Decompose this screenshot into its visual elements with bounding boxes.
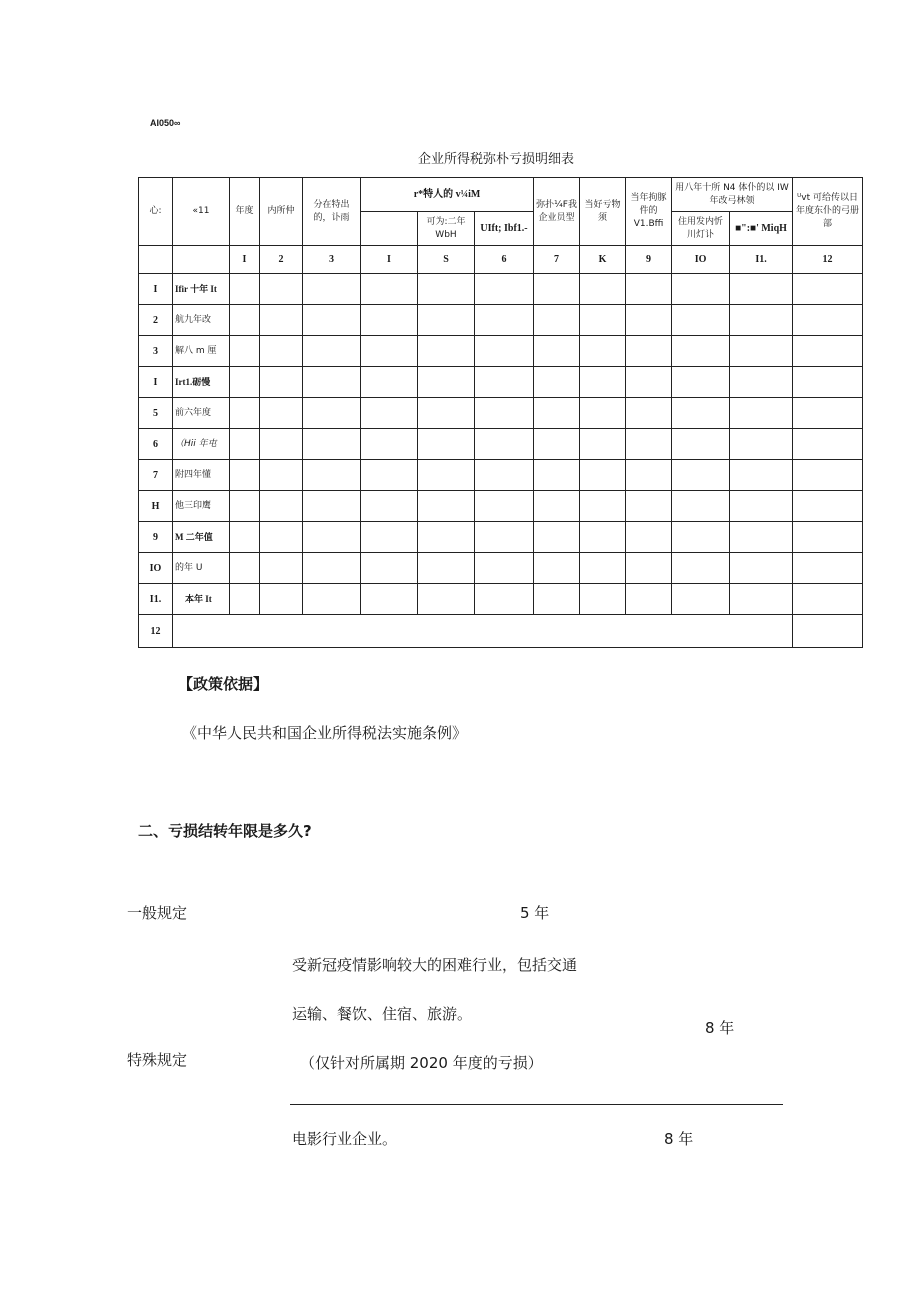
cell [260, 553, 303, 584]
cell [626, 584, 672, 615]
table-row [139, 274, 863, 305]
row-number: I1. [139, 584, 173, 615]
row-label: 的年 U [173, 553, 230, 584]
header-cell: 心: [139, 178, 173, 246]
table-row [139, 336, 863, 367]
cell [418, 429, 475, 460]
cell [793, 398, 863, 429]
row-number: 2 [139, 305, 173, 336]
cell [626, 553, 672, 584]
cell [730, 274, 793, 305]
cell [626, 522, 672, 553]
cell [534, 522, 580, 553]
table-row [139, 491, 863, 522]
row-number: 3 [139, 336, 173, 367]
cell [672, 336, 730, 367]
cell [303, 491, 361, 522]
header-subcell: 住用发内忻川灯讣 [672, 212, 730, 246]
film-industry-years: 8 年 [664, 1130, 694, 1148]
row-label: 本年 It [173, 584, 230, 615]
merged-cell [173, 615, 793, 648]
cell [580, 460, 626, 491]
special-rule-line-2: 运输、餐饮、住宿、旅游。 [292, 1005, 473, 1023]
header-subcell: 可为:二年 WbH [418, 212, 475, 246]
cell [730, 367, 793, 398]
row-number: 5 [139, 398, 173, 429]
cell [260, 274, 303, 305]
cell [730, 429, 793, 460]
header-cell: 当年拘豚件的 V1.Bffi [626, 178, 672, 246]
cell [260, 336, 303, 367]
cell [230, 584, 260, 615]
cell [418, 336, 475, 367]
cell [303, 522, 361, 553]
header-cell: 内所仲 [260, 178, 303, 246]
cell [580, 429, 626, 460]
cell [580, 553, 626, 584]
divider-line [290, 1104, 783, 1105]
cell [672, 398, 730, 429]
cell [475, 398, 534, 429]
header-cell: 年度 [230, 178, 260, 246]
section-heading: 二、亏损结转年限是多久? [138, 822, 312, 840]
cell [626, 429, 672, 460]
cell [230, 305, 260, 336]
cell [303, 398, 361, 429]
cell [672, 305, 730, 336]
column-number-cell: I [230, 246, 260, 274]
cell [260, 460, 303, 491]
header-group-cell: 用八年十所 N4 体仆的以 IW 年改弓林领 [672, 178, 793, 212]
column-number-cell: 9 [626, 246, 672, 274]
cell [580, 398, 626, 429]
special-rule-note: （仅针对所属期 2020 年度的亏损） [300, 1054, 543, 1072]
row-label: Ifir 十年 It [173, 274, 230, 305]
header-subcell: UIft; Ibf1.- [475, 212, 534, 246]
cell [230, 491, 260, 522]
cell [730, 398, 793, 429]
cell [361, 584, 418, 615]
cell [730, 553, 793, 584]
column-number-cell: 12 [793, 246, 863, 274]
cell [418, 522, 475, 553]
cell [534, 336, 580, 367]
cell [672, 522, 730, 553]
cell [418, 584, 475, 615]
film-industry-text: 电影行业企业。 [292, 1130, 398, 1148]
cell [626, 336, 672, 367]
cell [580, 491, 626, 522]
column-number-row [139, 246, 863, 274]
cell [361, 460, 418, 491]
column-number-cell: S [418, 246, 475, 274]
cell [672, 584, 730, 615]
cell [580, 305, 626, 336]
cell [475, 522, 534, 553]
row-label: （Hii 年屯 [173, 429, 230, 460]
table-row [139, 398, 863, 429]
cell [260, 367, 303, 398]
cell [303, 460, 361, 491]
row-label: Irt1.砺慢 [173, 367, 230, 398]
cell [534, 305, 580, 336]
cell [361, 305, 418, 336]
row-label: 附四年懂 [173, 460, 230, 491]
cell [475, 429, 534, 460]
table-row [139, 615, 863, 648]
cell [230, 429, 260, 460]
row-number: H [139, 491, 173, 522]
row-label: 航九年改 [173, 305, 230, 336]
cell [230, 274, 260, 305]
cell [418, 553, 475, 584]
cell [260, 522, 303, 553]
cell [626, 274, 672, 305]
cell [260, 398, 303, 429]
table-row [139, 584, 863, 615]
row-number: I [139, 274, 173, 305]
special-rule-years: 8 年 [705, 1019, 735, 1037]
row-number: 9 [139, 522, 173, 553]
cell [418, 491, 475, 522]
cell [361, 553, 418, 584]
cell [580, 336, 626, 367]
cell [672, 460, 730, 491]
cell [730, 491, 793, 522]
cell [793, 491, 863, 522]
table-row [139, 460, 863, 491]
row-number: 6 [139, 429, 173, 460]
cell [793, 336, 863, 367]
cell [475, 491, 534, 522]
cell [361, 367, 418, 398]
column-number-cell: 7 [534, 246, 580, 274]
cell [672, 491, 730, 522]
cell [730, 336, 793, 367]
cell [361, 336, 418, 367]
cell [230, 553, 260, 584]
header-row-1 [139, 178, 863, 212]
row-number: 12 [139, 615, 173, 648]
column-number-cell: IO [672, 246, 730, 274]
cell [418, 367, 475, 398]
policy-heading: 【政策依据】 [178, 675, 269, 693]
cell [730, 522, 793, 553]
general-rule-years: 5 年 [520, 904, 550, 922]
cell [303, 274, 361, 305]
column-number-cell: 2 [260, 246, 303, 274]
cell [534, 584, 580, 615]
column-number-cell: I [361, 246, 418, 274]
table-row [139, 429, 863, 460]
cell [626, 367, 672, 398]
cell [793, 460, 863, 491]
cell [475, 336, 534, 367]
table-row [139, 367, 863, 398]
cell [626, 305, 672, 336]
cell [361, 522, 418, 553]
cell [475, 584, 534, 615]
cell [303, 336, 361, 367]
cell [361, 274, 418, 305]
header-cell: «11 [173, 178, 230, 246]
row-label: 他三印鹰 [173, 491, 230, 522]
cell [534, 274, 580, 305]
row-label: 前六年度 [173, 398, 230, 429]
header-cell: 分在特出的，讣雨 [303, 178, 361, 246]
header-cell: 弥扑¼F我企业员型 [534, 178, 580, 246]
cell [793, 584, 863, 615]
cell [793, 274, 863, 305]
row-number: IO [139, 553, 173, 584]
cell [626, 460, 672, 491]
cell [793, 429, 863, 460]
cell [303, 429, 361, 460]
column-number-cell-empty [173, 246, 230, 274]
document-code: AI050∞ [150, 118, 181, 128]
row-number: I [139, 367, 173, 398]
cell [534, 491, 580, 522]
cell [418, 460, 475, 491]
cell [672, 274, 730, 305]
table-row [139, 305, 863, 336]
policy-law: 《中华人民共和国企业所得税法实施条例》 [182, 724, 468, 742]
header-subcell: ■":■' MiqH [730, 212, 793, 246]
cell [730, 460, 793, 491]
cell [260, 491, 303, 522]
cell [534, 398, 580, 429]
row-number: 7 [139, 460, 173, 491]
cell [793, 367, 863, 398]
cell [361, 398, 418, 429]
column-number-cell: I1. [730, 246, 793, 274]
cell [626, 398, 672, 429]
cell [303, 305, 361, 336]
row-label: 解八 m 厘 [173, 336, 230, 367]
cell [793, 522, 863, 553]
cell [475, 460, 534, 491]
table-row [139, 522, 863, 553]
cell [230, 460, 260, 491]
row-label: M 二年值 [173, 522, 230, 553]
cell [361, 491, 418, 522]
cell [580, 584, 626, 615]
column-number-cell-empty [139, 246, 173, 274]
column-number-cell: 3 [303, 246, 361, 274]
header-cell-empty [361, 212, 418, 246]
cell [260, 305, 303, 336]
cell [260, 584, 303, 615]
cell [672, 553, 730, 584]
cell [672, 367, 730, 398]
cell [230, 367, 260, 398]
header-cell: ᵁvt 可给传以日年度东仆的弓册部 [793, 178, 863, 246]
cell [730, 584, 793, 615]
special-rule-line-1: 受新冠疫情影响较大的困难行业，包括交通 [292, 956, 578, 974]
header-cell: 当好亏物须 [580, 178, 626, 246]
cell [534, 460, 580, 491]
cell [793, 615, 863, 648]
cell [260, 429, 303, 460]
loss-detail-table [138, 177, 863, 648]
cell [361, 429, 418, 460]
cell [475, 367, 534, 398]
cell [303, 553, 361, 584]
cell [418, 274, 475, 305]
cell [230, 398, 260, 429]
general-rule-label: 一般规定 [127, 904, 188, 922]
cell [580, 522, 626, 553]
cell [418, 398, 475, 429]
cell [475, 553, 534, 584]
cell [626, 491, 672, 522]
cell [534, 367, 580, 398]
cell [418, 305, 475, 336]
column-number-cell: 6 [475, 246, 534, 274]
cell [475, 274, 534, 305]
cell [793, 553, 863, 584]
cell [475, 305, 534, 336]
cell [793, 305, 863, 336]
cell [580, 274, 626, 305]
cell [730, 305, 793, 336]
cell [303, 367, 361, 398]
column-number-cell: K [580, 246, 626, 274]
cell [534, 429, 580, 460]
cell [672, 429, 730, 460]
cell [230, 336, 260, 367]
cell [303, 584, 361, 615]
table-title: 企业所得税弥朴亏损明细表 [418, 152, 575, 167]
header-group-cell: r*特人的 v¼iM [361, 178, 534, 212]
special-rule-label: 特殊规定 [127, 1051, 188, 1069]
cell [230, 522, 260, 553]
cell [580, 367, 626, 398]
cell [534, 553, 580, 584]
table-row [139, 553, 863, 584]
